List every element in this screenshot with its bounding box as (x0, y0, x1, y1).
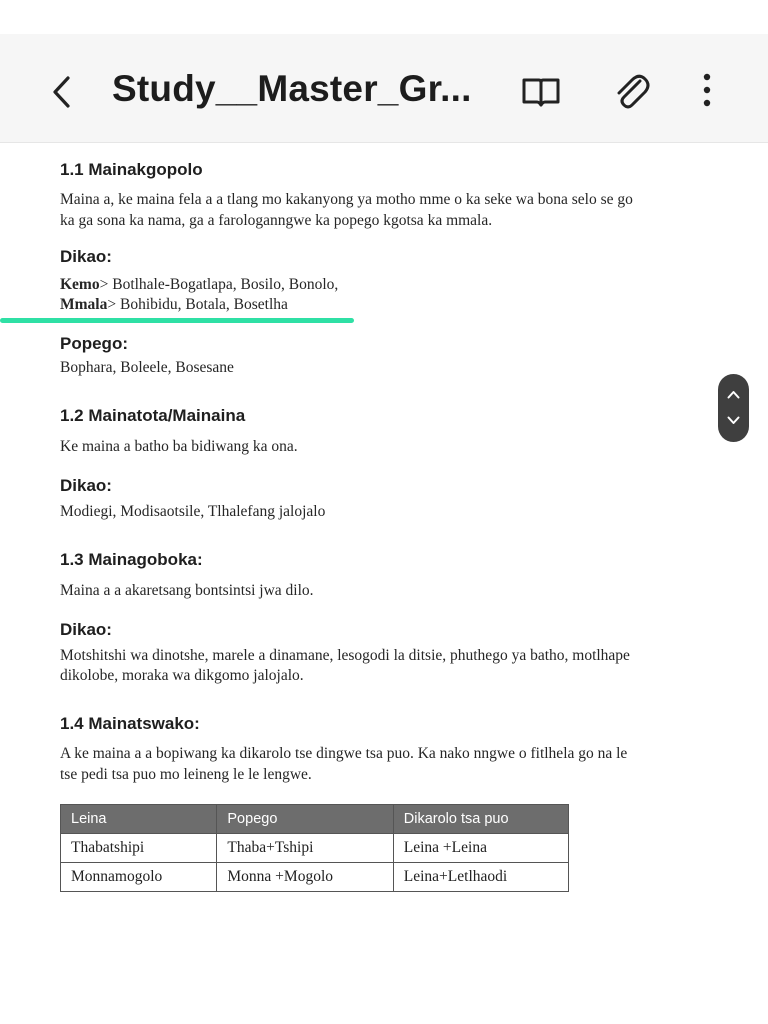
table-cell: Leina +Leina (393, 834, 568, 863)
table-row (61, 863, 569, 892)
chevron-up-icon[interactable] (727, 390, 740, 399)
paragraph-line: Ke maina a batho ba bidiwang ka ona. (60, 438, 298, 455)
compound-nouns-table (60, 804, 569, 892)
paragraph-line: ka ga sona ka nama, ga a farologanngwe ka popego kgotsa ka mmala. (60, 212, 493, 229)
document-page (0, 143, 768, 1024)
back-icon[interactable] (46, 72, 82, 112)
section-heading-mainagoboka: 1.3 Mainagoboka: (60, 550, 203, 569)
section-heading-mainatota: 1.2 Mainatota/Mainaina (60, 406, 246, 425)
example-key: Kemo (60, 276, 100, 293)
popego-label: Popego: (60, 334, 128, 353)
examples-label: Dikao: (60, 476, 112, 495)
status-area (0, 0, 768, 34)
example-value: > Bohibidu, Botala, Bosetlha (107, 296, 288, 313)
text-highlight-mark[interactable] (0, 318, 354, 323)
paragraph-line: Maina a, ke maina fela a a tlang mo kakanyong ya motho mme o ka seke wa bona selo se go (60, 191, 633, 208)
example-line-kemo (60, 274, 338, 295)
table-cell: Thabatshipi (61, 834, 217, 863)
table-header-row (61, 805, 569, 834)
book-icon[interactable] (520, 74, 562, 110)
document-title: Study__Master_Gr... (112, 68, 472, 109)
example-line-mmala (60, 294, 288, 315)
paragraph-line: A ke maina a a bopiwang ka dikarolo tse dingwe tsa puo. Ka nako nngwe o fitlhela go na le (60, 745, 628, 762)
paragraph-line: Maina a a akaretsang bontsintsi jwa dilo. (60, 582, 314, 599)
examples-label: Dikao: (60, 620, 112, 639)
popego-text: Bophara, Boleele, Bosesane (60, 359, 234, 376)
examples-text: dikolobe, moraka wa dikgomo jalojalo. (60, 667, 304, 684)
paperclip-icon[interactable] (610, 70, 652, 112)
section-heading-mainakgopolo: 1.1 Mainakgopolo (60, 160, 203, 179)
table-cell: Monna +Mogolo (217, 863, 393, 892)
example-value: > Botlhale-Bogatlapa, Bosilo, Bonolo, (99, 276, 339, 293)
column-header: Dikarolo tsa puo (393, 805, 568, 834)
table-cell: Monnamogolo (61, 863, 217, 892)
paragraph-line: tse pedi tsa puo mo leineng le le lengwe. (60, 766, 312, 783)
section-heading-mainatswako: 1.4 Mainatswako: (60, 714, 200, 733)
column-header: Leina (61, 805, 217, 834)
table-row (61, 834, 569, 863)
page-scroller[interactable] (718, 374, 749, 442)
table-cell: Thaba+Tshipi (217, 834, 393, 863)
column-header: Popego (217, 805, 393, 834)
table-cell: Leina+Letlhaodi (393, 863, 568, 892)
example-key: Mmala (60, 296, 108, 313)
examples-label: Dikao: (60, 247, 112, 266)
more-vert-icon[interactable] (696, 70, 718, 112)
chevron-down-icon[interactable] (727, 416, 740, 425)
examples-text: Motshitshi wa dinotshe, marele a dinamane, lesogodi la ditsie, phuthego ya batho, motlhape (60, 647, 630, 664)
examples-text: Modiegi, Modisaotsile, Tlhalefang jalojalo (60, 503, 326, 520)
